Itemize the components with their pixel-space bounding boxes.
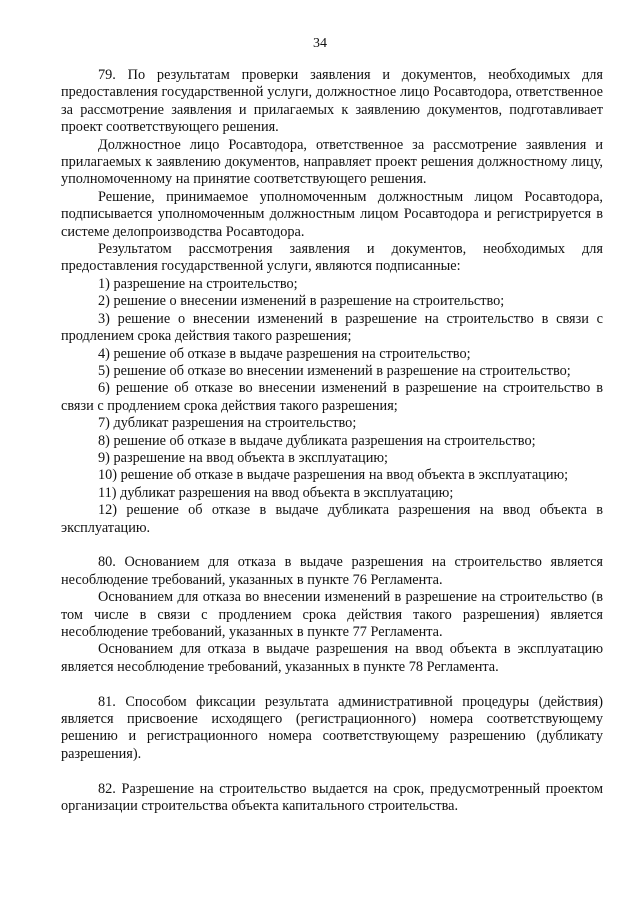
- list-item-3: 3) решение о внесении изменений в разрешение на строительство в связи с продлением срока действия такого разрешения;: [61, 310, 603, 345]
- page-number: 34: [313, 36, 327, 51]
- paragraph-81: 81. Способом фиксации результата административной процедуры (действия) является присвоение исходящего (регистрационного) номера соответствующему решению и регистрационного номера соответствующему разрешению (дубликату разрешения).: [61, 693, 603, 762]
- document-body: [61, 67, 603, 815]
- paragraph-80: 80. Основанием для отказа в выдаче разрешения на строительство является несоблюдение требований, указанных в пункте 76 Регламента.: [61, 554, 603, 588]
- list-item-4: 4) решение об отказе в выдаче разрешения на строительство;: [98, 345, 471, 362]
- list-item-8: 8) решение об отказе в выдаче дубликата разрешения на строительство;: [98, 432, 536, 449]
- paragraph-82: 82. Разрешение на строительство выдается на срок, предусмотренный проектом организации строительства объекта капитального строительства.: [61, 780, 603, 815]
- list-item-5: 5) решение об отказе во внесении изменений в разрешение на строительство;: [98, 362, 571, 379]
- paragraph-80-commissioning-refusal: Основанием для отказа в выдаче разрешения на ввод объекта в эксплуатацию является несоблюдение требований, указанных в пункте 78 Регламента.: [61, 641, 603, 675]
- list-item-10: 10) решение об отказе в выдаче разрешения на ввод объекта в эксплуатацию;: [98, 467, 569, 484]
- list-item-7: 7) дубликат разрешения на строительство;: [98, 415, 357, 432]
- paragraph-79-decision: Решение, принимаемое уполномоченным должностным лицом Росавтодора, подписывается уполномоченным должностным лицом Росавтодора и регистрируется в системе делопроизводства Росавтодора.: [61, 188, 603, 240]
- list-item-9: 9) разрешение на ввод объекта в эксплуатацию;: [98, 449, 389, 466]
- paragraph-79: 79. По результатам проверки заявления и документов, необходимых для предоставления государственной услуги, должностное лицо Росавтодора, ответственное за рассмотрение заявления и прилагаемых к заявлению документов, подготавливает проект соответствующего решения.: [61, 67, 603, 136]
- list-item-12: 12) решение об отказе в выдаче дубликата разрешения на ввод объекта в эксплуатацию.: [61, 502, 603, 536]
- list-item-2: 2) решение о внесении изменений в разрешение на строительство;: [98, 293, 505, 310]
- list-item-11: 11) дубликат разрешения на ввод объекта в эксплуатацию;: [98, 484, 454, 501]
- list-item-6: 6) решение об отказе во внесении изменений в разрешение на строительство в связи с продлением срока действия такого разрешения;: [61, 380, 603, 414]
- paragraph-79-results-intro: Результатом рассмотрения заявления и документов, необходимых для предоставления государственной услуги, являются подписанные:: [61, 241, 603, 275]
- paragraph-79-responsible-official: Должностное лицо Росавтодора, ответственное за рассмотрение заявления и прилагаемых к заявлению документов, направляет проект решения должностному лицу, уполномоченному на принятие соответствующего решения.: [61, 136, 603, 188]
- paragraph-80-amendment-refusal: Основанием для отказа во внесении изменений в разрешение на строительство (в том числе в связи с продлением срока действия такого разрешения) является несоблюдение требований, указанных в пункте 77 Регламента.: [61, 589, 603, 640]
- list-item-1: 1) разрешение на строительство;: [98, 275, 298, 292]
